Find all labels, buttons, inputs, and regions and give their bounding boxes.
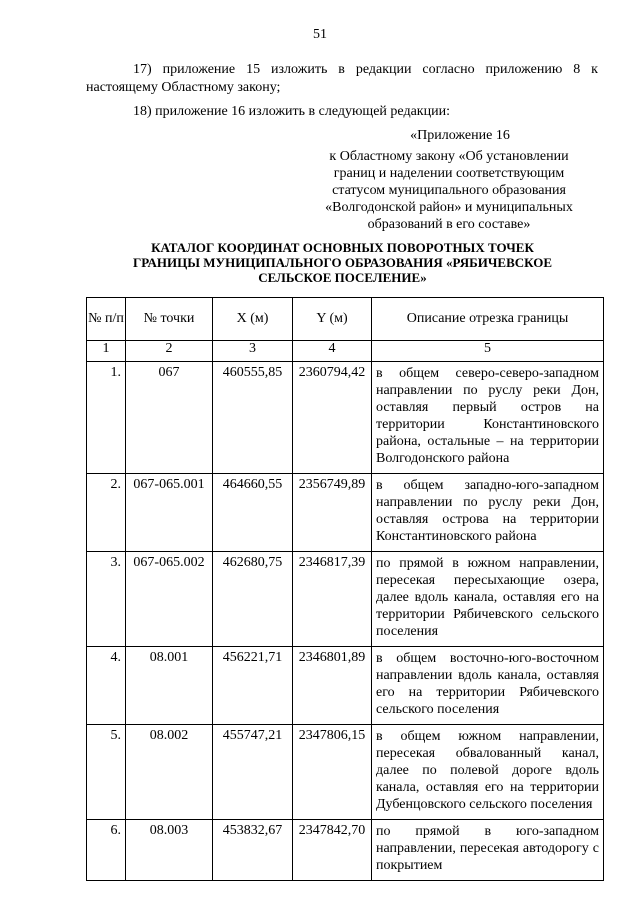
header-x: X (м)	[213, 298, 293, 341]
table-row	[87, 647, 604, 725]
page-number: 51	[313, 27, 327, 42]
table-row	[87, 725, 604, 820]
x-coordinate: 462680,75	[213, 552, 293, 647]
y-coordinate: 2360794,42	[293, 362, 372, 474]
segment-description: по прямой в юго-западном направлении, пересекая автодорогу с покрытием	[372, 820, 604, 881]
column-number: 1	[87, 341, 126, 362]
table-row	[87, 552, 604, 647]
point-id: 067	[126, 362, 213, 474]
row-index: 1.	[87, 362, 126, 474]
y-coordinate: 2347806,15	[293, 725, 372, 820]
row-index: 5.	[87, 725, 126, 820]
x-coordinate: 460555,85	[213, 362, 293, 474]
table-row	[87, 362, 604, 474]
y-coordinate: 2346801,89	[293, 647, 372, 725]
table-header-row	[87, 298, 604, 341]
segment-description: в общем восточно-юго-восточном направлении вдоль канала, оставляя его на территории Рябичевского сельского поселения	[372, 647, 604, 725]
paragraph-17: 17) приложение 15 изложить в редакции согласно приложению 8 к настоящему Областному закону;	[86, 62, 598, 95]
x-coordinate: 456221,71	[213, 647, 293, 725]
header-y: Y (м)	[293, 298, 372, 341]
segment-description: по прямой в южном направлении, пересекая пересыхающие озера, далее вдоль канала, оставляя его на территории Рябичевского сельского поселения	[372, 552, 604, 647]
y-coordinate: 2347842,70	[293, 820, 372, 881]
row-index: 3.	[87, 552, 126, 647]
coordinates-table	[86, 297, 604, 881]
segment-description: в общем северо-северо-западном направлении по руслу реки Дон, оставляя первый остров на территории Константиновского района, остальные – на территории Волгодонского района	[372, 362, 604, 474]
x-coordinate: 464660,55	[213, 474, 293, 552]
column-number: 2	[126, 341, 213, 362]
catalog-title: КАТАЛОГ КООРДИНАТ ОСНОВНЫХ ПОВОРОТНЫХ ТОЧЕК ГРАНИЦЫ МУНИЦИПАЛЬНОГО ОБРАЗОВАНИЯ «РЯБИЧЕВСКОЕ СЕЛЬСКОЕ ПОСЕЛЕНИЕ»	[132, 240, 553, 285]
table-row	[87, 820, 604, 881]
appendix-reference: к Областному закону «Об установлении границ и наделении соответствующим статусом муниципального образования «Волгодонской район» и муниципальных образований в его составе»	[325, 149, 573, 232]
point-id: 067-065.001	[126, 474, 213, 552]
point-id: 08.003	[126, 820, 213, 881]
row-index: 6.	[87, 820, 126, 881]
table-row	[87, 474, 604, 552]
segment-description: в общем южном направлении, пересекая обвалованный канал, далее по полевой дороге вдоль канала, оставляя его на территории Дубенцовского сельского поселения	[372, 725, 604, 820]
row-index: 4.	[87, 647, 126, 725]
column-number: 5	[372, 341, 604, 362]
x-coordinate: 453832,67	[213, 820, 293, 881]
header-description: Описание отрезка границы	[372, 298, 604, 341]
segment-description: в общем западно-юго-западном направлении по руслу реки Дон, оставляя острова на территории Константиновского района	[372, 474, 604, 552]
column-number: 4	[293, 341, 372, 362]
point-id: 08.002	[126, 725, 213, 820]
header-point: № точки	[126, 298, 213, 341]
column-number-row	[87, 341, 604, 362]
y-coordinate: 2346817,39	[293, 552, 372, 647]
y-coordinate: 2356749,89	[293, 474, 372, 552]
appendix-title: «Приложение 16	[410, 128, 510, 143]
column-number: 3	[213, 341, 293, 362]
header-index: № п/п	[87, 298, 126, 341]
point-id: 067-065.002	[126, 552, 213, 647]
x-coordinate: 455747,21	[213, 725, 293, 820]
point-id: 08.001	[126, 647, 213, 725]
row-index: 2.	[87, 474, 126, 552]
paragraph-18: 18) приложение 16 изложить в следующей редакции:	[133, 104, 450, 119]
